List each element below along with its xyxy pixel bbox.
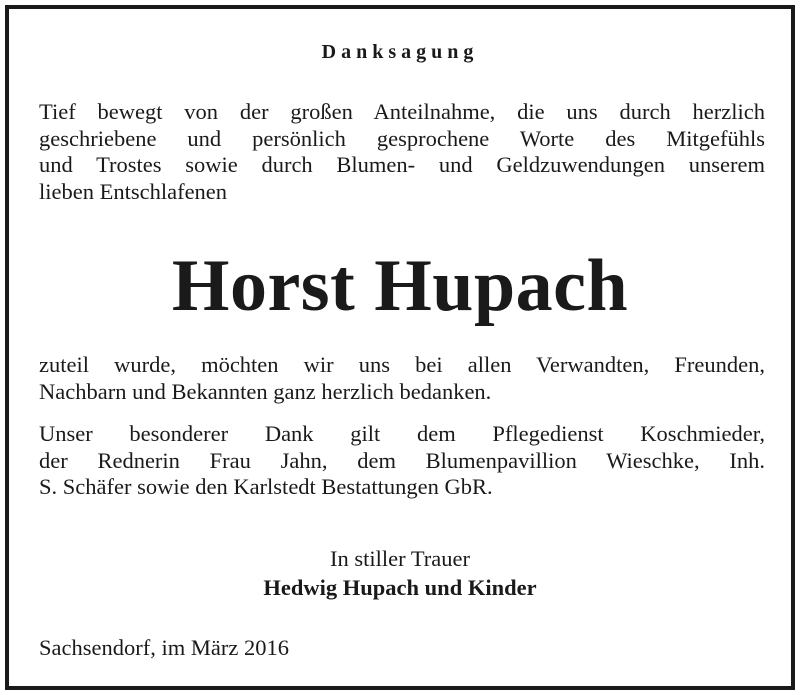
intro-line: und Trostes sowie durch Blumen- und Geldzuwendungen unserem [39,152,765,177]
intro-paragraph [39,99,765,205]
place-date: Sachsendorf, im März 2016 [39,635,289,660]
thanks-paragraph [39,352,765,405]
notice-heading: Danksagung [321,41,479,63]
deceased-name: Horst Hupach [171,245,629,327]
intro-line: lieben Entschlafenen [39,178,228,204]
notice-frame [5,5,795,690]
intro-line: Tief bewegt von der großen Anteilnahme, die uns durch herzlich [39,99,765,124]
mourning-label: In stiller Trauer [330,546,470,571]
special-thanks-line: Unser besonderer Dank gilt dem Pflegedienst Koschmieder, [39,421,765,446]
thanks-line: zuteil wurde, möchten wir uns bei allen Verwandten, Freunden, [39,352,765,377]
special-thanks-line: S. Schäfer sowie den Karlstedt Bestattungen GbR. [39,474,493,499]
intro-line: geschriebene und persönlich gesprochene Worte des Mitgefühls [39,125,765,151]
thanks-line: Nachbarn und Bekannten ganz herzlich bedanken. [39,378,492,404]
special-thanks-line: der Rednerin Frau Jahn, dem Blumenpavillion Wieschke, Inh. [39,447,765,473]
mourners-names: Hedwig Hupach und Kinder [263,575,537,600]
special-thanks-paragraph [39,421,765,501]
